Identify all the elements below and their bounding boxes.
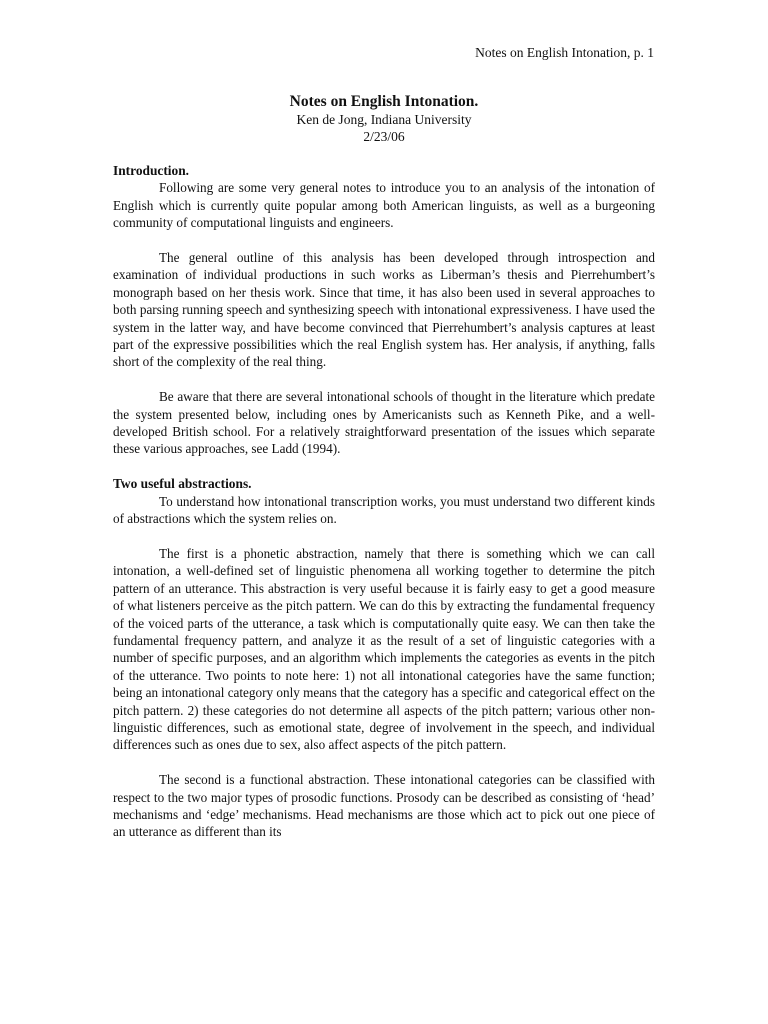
paragraph: To understand how intonational transcription works, you must understand two different kinds of abstractions which the system relies on. bbox=[113, 493, 655, 527]
title-block bbox=[0, 92, 768, 145]
document-title: Notes on English Intonation. bbox=[289, 93, 479, 110]
document-author: Ken de Jong, Indiana University bbox=[296, 112, 472, 127]
paragraph: Following are some very general notes to introduce you to an analysis of the intonation of English which is currently quite popular among both American linguists, as well as a burgeoning community of computational linguists and engineers. bbox=[113, 180, 655, 231]
document-body bbox=[113, 162, 655, 841]
paragraph: The second is a functional abstraction. These intonational categories can be classified with respect to the two major types of prosodic functions. Prosody can be described as consisting of ‘head’ mechanisms and ‘edge’ mechanisms. Head mechanisms are those which act to pick out one piece of an utterance as different than its bbox=[113, 772, 655, 840]
section-heading-introduction: Introduction. bbox=[113, 163, 190, 178]
paragraph: The general outline of this analysis has been developed through introspection and examination of individual productions in such works as Liberman’s thesis and Pierrehumbert’s monograph based on her thesis work. Since that time, it has also been used in several approaches to both parsing running speech and synthesizing speech with intonational expressiveness. I have used the system in the latter way, and have become convinced that Pierrehumbert’s analysis captures at least part of the expressive possibilities which the real English system has. Her analysis, if anything, falls short of the complexity of the real thing. bbox=[113, 250, 655, 370]
running-header: Notes on English Intonation, p. 1 bbox=[475, 45, 654, 60]
paragraph: The first is a phonetic abstraction, namely that there is something which we can call intonation, a well-defined set of linguistic phenomena all working together to determine the pitch pattern of an utterance. This abstraction is very useful because it is fairly easy to get a good measure of what listeners perceive as the pitch pattern. We can do this by extracting the fundamental frequency of the voiced parts of the utterance, a task which is computationally quite easy. We can then take the fundamental frequency pattern, and analyze it as the result of a set of linguistic categories with a number of specific purposes, and an algorithm which implements the categories as events in the pitch of the utterance. Two points to note here: 1) not all intonational categories have the same function; being an intonational category only means that the category has a specific and categorical effect on the pitch pattern. 2) these categories do not determine all aspects of the pitch pattern; various other non-linguistic differences, such as emotional state, degree of involvement in the speech, and individual differences such as ones due to sex, also affect aspects of the pitch pattern. bbox=[113, 545, 655, 753]
paragraph: Be aware that there are several intonational schools of thought in the literature which predate the system presented below, including ones by Americanists such as Kenneth Pike, and a well-developed British school. For a relatively straightforward presentation of the issues which separate these various approaches, see Ladd (1994). bbox=[113, 389, 655, 457]
document-date: 2/23/06 bbox=[363, 129, 405, 144]
section-heading-abstractions: Two useful abstractions. bbox=[113, 476, 252, 492]
